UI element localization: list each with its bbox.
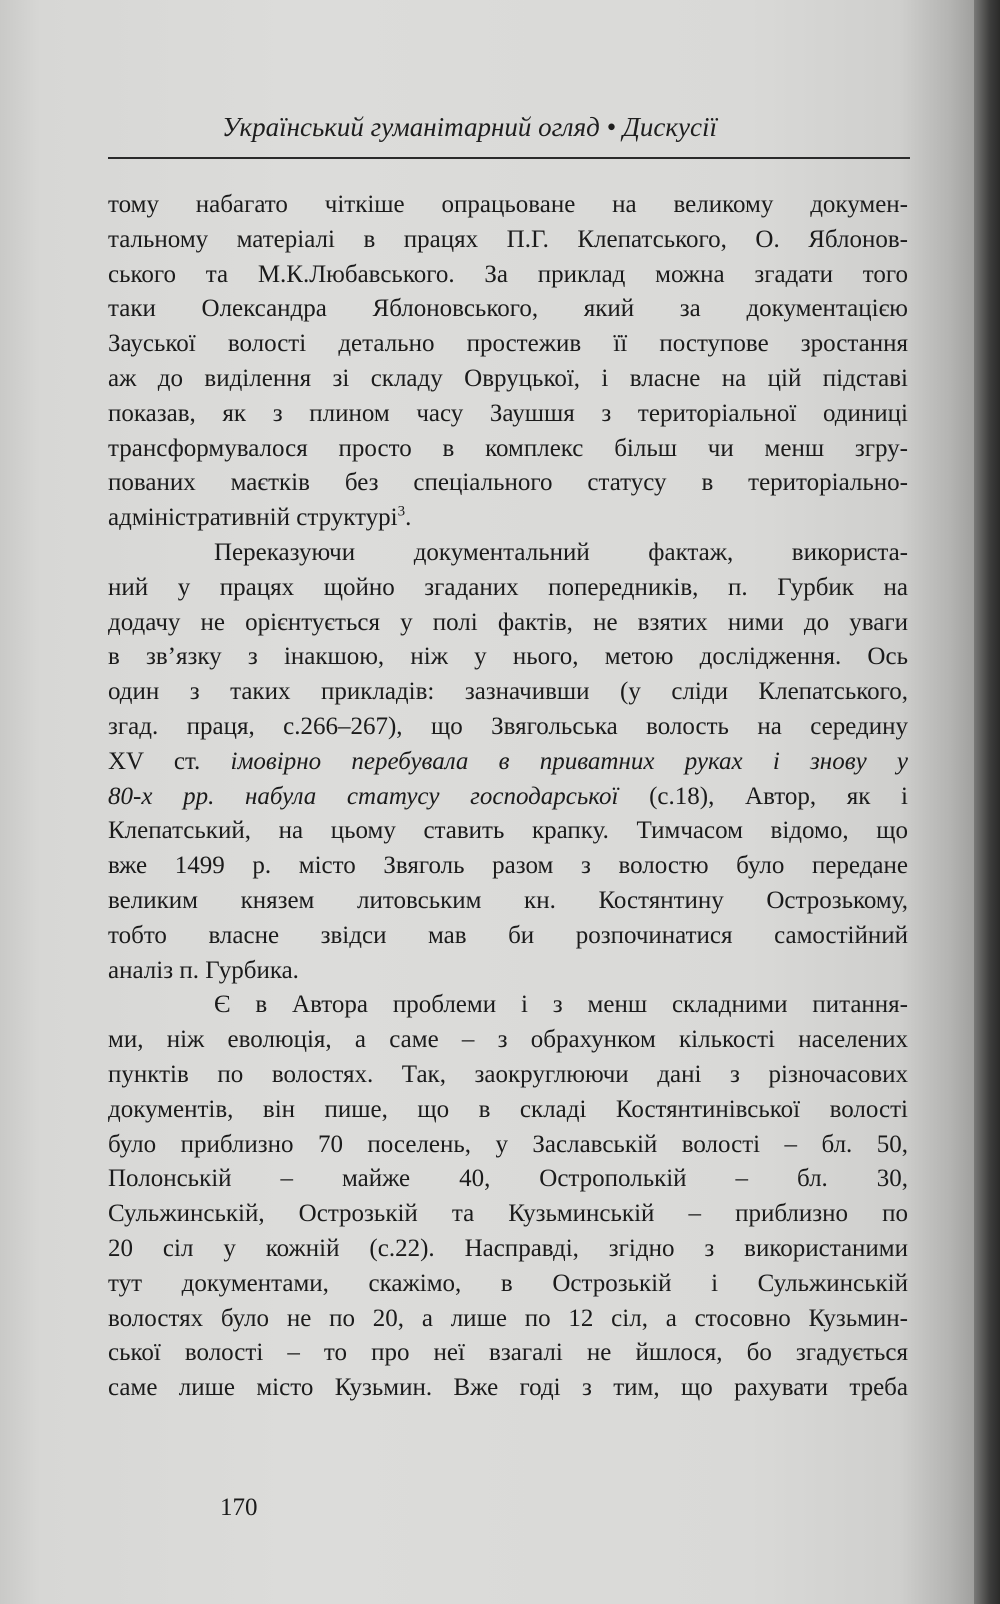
text-line: додачу не орієнтується у полі фактів, не взятих ними до уваги xyxy=(108,608,908,636)
text-line: тальному матеріалі в працях П.Г. Клепатського, О. Яблонов- xyxy=(108,225,908,253)
paragraph-3 xyxy=(108,988,908,1406)
text-line: вже 1499 р. місто Звяголь разом з волостю було передане xyxy=(108,852,908,880)
text-line: великим князем литовським кн. Костянтину Острозькому, xyxy=(108,886,908,914)
text-line: в зв’язку з інакшою, ніж у нього, метою дослідження. Ось xyxy=(108,643,908,671)
text-line: таки Олександра Яблоновського, який за документацією xyxy=(108,295,908,323)
text-line: волостях було не по 20, а лише по 12 сіл, а стосовно Кузьмин- xyxy=(108,1304,908,1332)
text-line xyxy=(108,745,908,780)
text-segment: адміністративній структурі xyxy=(108,504,398,532)
page-number: 170 xyxy=(220,1494,258,1521)
text-line: Зауської волості детально простежив її поступове зростання xyxy=(108,330,908,358)
text-line: аж до виділення зі складу Овруцької, і власне на цій підставі xyxy=(108,364,908,392)
text-line: тобто власне звідси мав би розпочинатися самостійний xyxy=(108,921,908,949)
text-segment: Переказуючи документальний фактаж, використа- xyxy=(214,538,908,566)
text-line: ми, ніж еволюція, а саме – з обрахунком кількості населених xyxy=(108,1026,908,1054)
header-rule xyxy=(108,157,910,159)
text-segment: Є в Автора проблеми і з менш складними питання- xyxy=(214,991,908,1019)
text-line: ської волості – то про неї взагалі не йшлося, бо згадується xyxy=(108,1339,908,1367)
text-line: Полонській – майже 40, Острополькій – бл. 30, xyxy=(108,1165,908,1193)
text-segment: XV ст. xyxy=(108,747,231,775)
italic-quote: імовірно перебувала в приватних руках і знову у xyxy=(230,747,908,775)
text-line: згад. праця, с.266–267), що Звягольська волость на середину xyxy=(108,712,908,740)
paragraph-1 xyxy=(108,188,908,536)
text-line: Клепатський, на цьому ставить крапку. Тимчасом відомо, що xyxy=(108,817,908,845)
text-line: аналіз п. Гурбика. xyxy=(108,956,299,984)
text-line: було приблизно 70 поселень, у Заславській волості – бл. 50, xyxy=(108,1130,908,1158)
text-line: тому набагато чіткіше опрацьоване на великому докумен- xyxy=(108,191,908,218)
text-line: тут документами, скажімо, в Острозькій і Сульжинській xyxy=(108,1269,908,1297)
text-segment: . xyxy=(405,504,412,532)
text-line: пованих маєтків без спеціального статусу в територіально- xyxy=(108,469,908,497)
text-line: трансформувалося просто в комплекс більш чи менш згру- xyxy=(108,434,908,462)
paragraph-2 xyxy=(108,536,908,988)
text-line: ний у працях щойно згаданих попередників, п. Гурбик на xyxy=(108,573,908,601)
body-text xyxy=(108,188,908,1406)
text-line: пунктів по волостях. Так, заокруглюючи дані з різночасових xyxy=(108,1060,908,1088)
text-line: один з таких прикладів: зазначивши (у сліди Клепатського, xyxy=(108,678,908,706)
footnote-mark: 3 xyxy=(397,503,406,520)
text-line: документів, він пише, що в складі Костянтинівської волості xyxy=(108,1095,908,1123)
text-line xyxy=(108,536,908,571)
running-head: Український гуманітарний огляд • Дискусії xyxy=(222,112,717,142)
book-spine-shadow xyxy=(974,0,1000,1604)
text-line: Сульжинській, Острозькій та Кузьминській – приблизно по xyxy=(108,1200,908,1228)
text-line: показав, як з плином часу Заушшя з територіальної одиниці xyxy=(108,399,908,427)
text-line: 20 сіл у кожній (с.22). Насправді, згідно з використаними xyxy=(108,1234,908,1262)
text-line: ського та М.К.Любавського. За приклад можна згадати того xyxy=(108,260,908,288)
text-line xyxy=(108,501,908,536)
text-line xyxy=(108,988,908,1023)
text-line: саме лише місто Кузьмин. Вже годі з тим, що рахувати треба xyxy=(108,1374,908,1402)
text-segment: (с.18), Автор, як і xyxy=(618,782,909,810)
italic-quote: 80-х рр. набула статусу господарської xyxy=(108,782,619,810)
text-line xyxy=(108,780,908,815)
